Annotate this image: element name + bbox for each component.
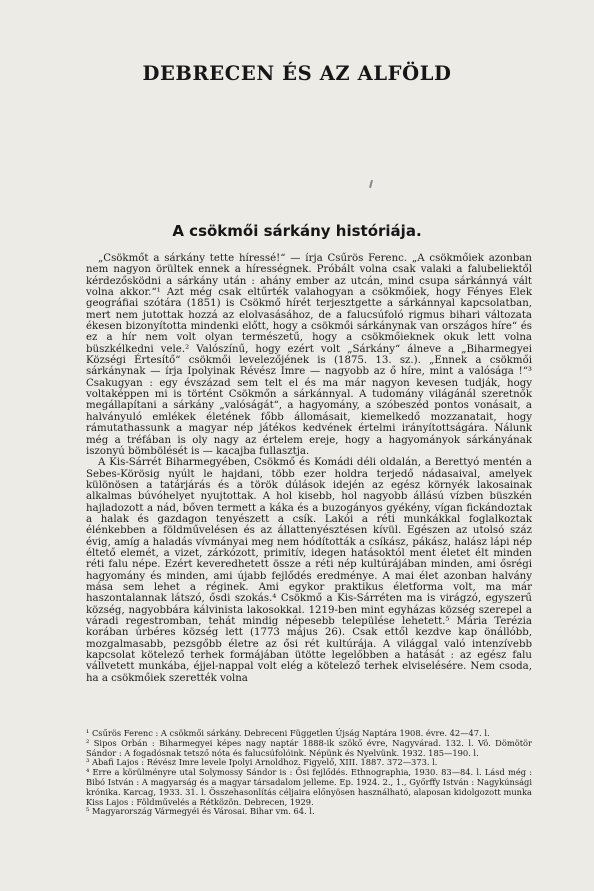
footnote: ⁵ Magyarország Vármegyéi és Városai. Bihar vm. 64. l. xyxy=(86,806,315,817)
footnote: ² Sipos Orbán : Biharmegyei képes nagy naptár 1888-ik szökő évre, Nagyvárad. 132. l. Vö. Dömötör Sándor : A fogadósnak tetsző nóta és falucsúfolóink. Népünk és Nyelvünk. 1932. 185—190. l. xyxy=(86,737,532,758)
paragraph: A Kis-Sárrét Biharmegyében, Csökmő és Komádi déli oldalán, a Berettyó mentén a Sebes-Körösig nyúlt le hajdani, több ezer holdra terjedő nádasaival, amelyek különösen a tatárjárás és a török dúlások idején az egész környék lakosainak alkalmas búvóhelyet nyujtottak. A hol kisebb, hol nagyobb állású vízben büszkén hajladozott a nád, bőven termett a káka és a buzogányos gyékény, vígan fickándoztak a halak és gazdagon tenyészett a csík. Lakói a réti munkákkal foglalkoztak élénkebben a földművelésen és az állattenyésztésen kívül. Egészen az utolsó száz évig, amíg a haladás vívmányai meg nem hódították a csíkász, pákász, halász lápi nép éltető elemét, a vizet, zárkózott, primitív, idegen hatásoktól ment életet élt minden réti falu népe. Ezért keveredhetett össze a réti nép kultúrájában minden, ami ősrégi hagyomány és minden, ami újabb fejlődés eredménye. A mai élet azonban halvány mása sem lehet a réginek. Ami egykor praktikus életforma volt, ma már haszontalannak látszó, ősdi szokás.⁴ Csökmő a Kis-Sárréten ma is virágzó, egyszerű község, nagyobbára kálvinista lakosokkal. 1219-ben mint egyházas község szerepel a váradi regestromban, tehát mindig népesebb települése lehetett.⁵ Mária Terézia korában úrbéres község lett (1773 május 26). Csak ettől kezdve kap önállóbb, mozgalmasabb, pezsgőbb életre az ősi rét kultúrája. A világgal való intenzívebb kapcsolat kötelező terhek formájában ütötte legelőbben a hatását : az egész falu vállvetett munkába, éjjel-nappal volt elég a kötelező terhek elviselésére. Nem csoda, ha a csökmőiek szerették volna xyxy=(86,457,532,684)
footnotes xyxy=(86,729,532,817)
paragraph: „Csökmőt a sárkány tette híressé!“ — írja Csűrös Ferenc. „A csökmőiek azonban nem nagyon örültek ennek a hírességnek. Próbált volna csak valaki a falubeliektől kérdezősködni a sárkány után : ahány ember az utcán, mind csupa sárkánnyá vált volna akkor.“¹ Azt még csak eltűrték valahogyan a csökmőiek, hogy Fényes Elek geográfiai szótára (1851) is Csökmő hírét terjesztgette a sárkánnyal kapcsolatban, mert nem jutottak hozzá az elolvasásához, de a falucsúfoló rigmus bihari változata ékesen bizonyította mindenki előtt, hogy a csökmői sárkánynak van országos híre“ és ez a hír nem volt olyan természetű, hogy a csökmőieknek okuk lett volna büszkélkedni vele.² Valószínű, hogy ezért volt „Sárkány“ álneve a „Biharmegyei Községi Értesítő“ csökmői levelezőjének is (1875. 13. sz.). „Ennek a csökmői sárkánynak — írja Ipolyinak Révész Imre — nagyobb az ő híre, mint a valósága !“³ Csakugyan : egy évszázad sem telt el és ma már nagyon kevesen tudják, hogy voltaképpen mi is történt Csökmőn a sárkánnyal. A tudomány világánál szeretnők megállapítani a sárkány „valóságát“, a hagyomány, a szóbeszéd pontos vonásait, a halványuló emlékek életének főbb állomásait, kiemelkedő mozzanatait, hogy rámutathassunk a magyar nép játékos kedvének értelmi irányítottságára. Nálunk még a tréfában is oly nagy az értelem ereje, hogy a hagyományok sárkányának iszonyú bömbölését is — kacajba fullasztja. xyxy=(86,253,532,457)
footnote: ⁴ Erre a körülményre utal Solymossy Sándor is : Ősi fejlődés. Ethnographia, 1930. 83—84. l. Lásd még : Bibó István : A magyarság és a magyar társadalom jelleme. Ep. 1924. 2., 1., Győrffy István : Nagykúnsági krónika. Karcag, 1933. 31. l. Összehasonlítás céljaira előnyösen használható, alaposan kidolgozott munka Kiss Lajos : Földművelés a Rétközön. Debrecen, 1929. xyxy=(86,767,532,807)
footnote: ¹ Csűrös Ferenc : A csökmői sárkány. Debreceni Független Újság Naptára 1908. évre. 42—47. l. xyxy=(86,728,490,738)
footnote: ³ Abafi Lajos : Révész Imre levele Ipolyi Arnoldhoz. Figyelő, XIII. 1887. 372—373. l. xyxy=(86,757,438,768)
article-title: A csökmői sárkány históriája. xyxy=(172,222,422,240)
print-mark xyxy=(369,180,373,188)
article-body xyxy=(86,253,532,684)
running-header: DEBRECEN ÉS AZ ALFÖLD xyxy=(142,62,452,85)
